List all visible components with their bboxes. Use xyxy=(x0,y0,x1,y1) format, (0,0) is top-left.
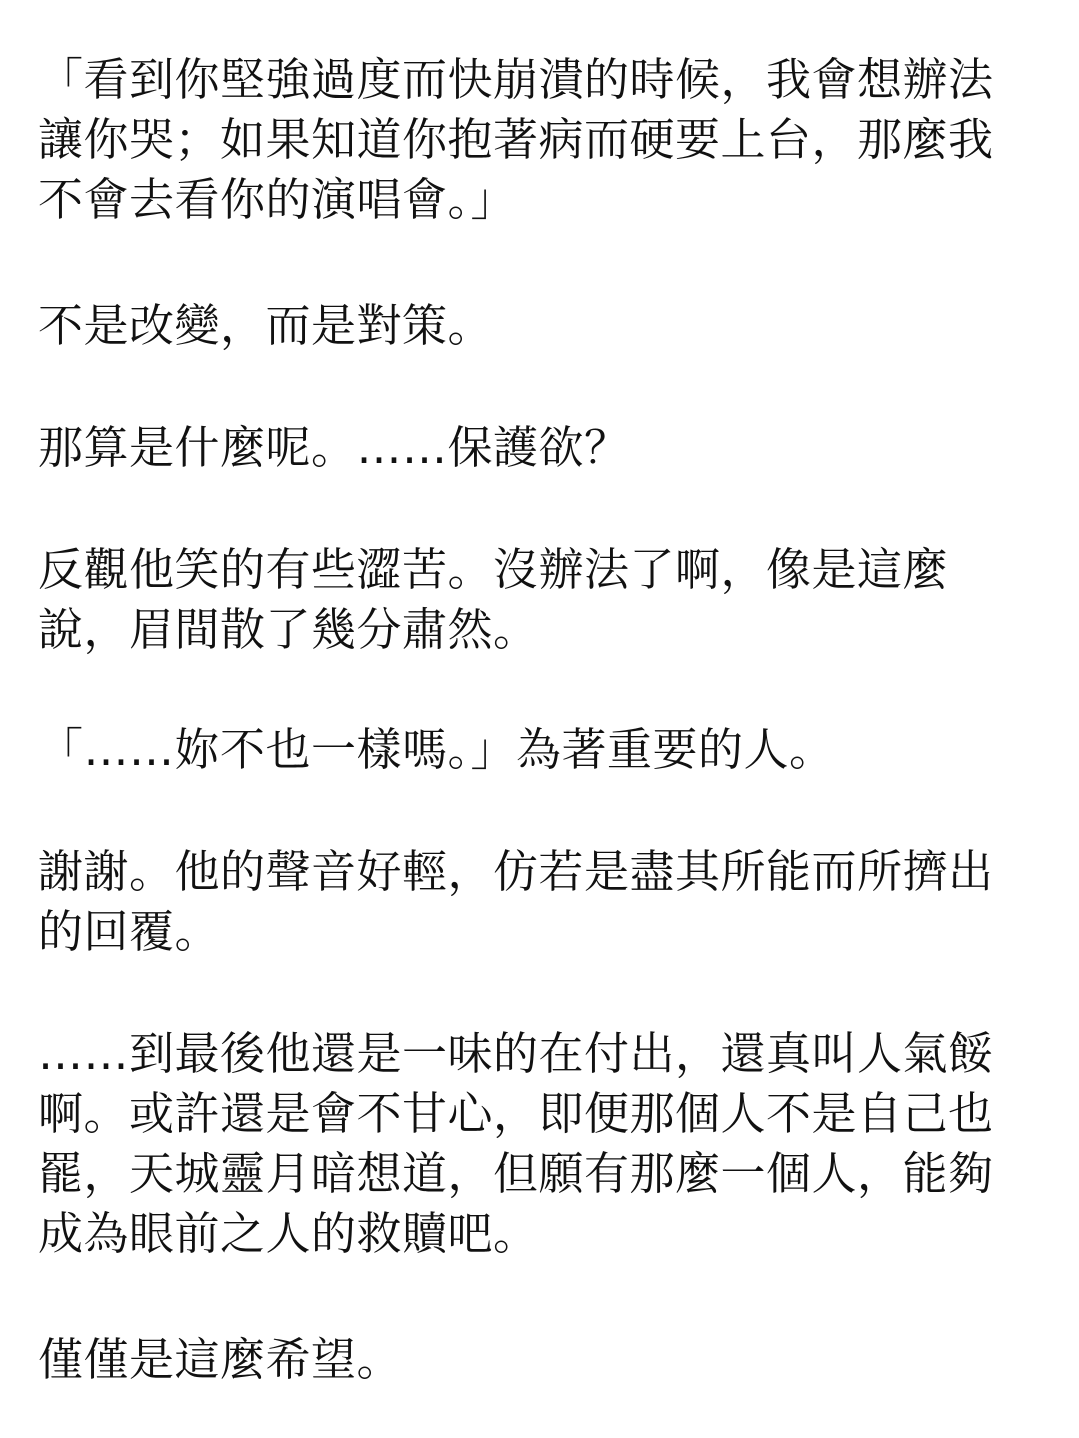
text-line: 啊。或許還是會不甘心，即便那個人不是自己也 xyxy=(38,1087,994,1140)
text-line: 「……妳不也一樣嗎。」為著重要的人。 xyxy=(38,723,835,776)
paragraph-1 xyxy=(38,50,1048,230)
paragraph-2 xyxy=(38,296,1048,356)
paragraph-7 xyxy=(38,1024,1048,1264)
text-line: 那算是什麼呢。……保護欲？ xyxy=(38,421,630,474)
text-line: 的回覆。 xyxy=(38,905,221,958)
text-line: 成為眼前之人的救贖吧。 xyxy=(38,1207,539,1260)
text-line: 罷，天城靈月暗想道，但願有那麼一個人，能夠 xyxy=(38,1147,994,1200)
paragraph-6 xyxy=(38,842,1048,962)
text-line: 反觀他笑的有些澀苦。沒辦法了啊，像是這麼 xyxy=(38,543,949,596)
paragraph-3 xyxy=(38,418,1048,478)
text-line: 讓你哭；如果知道你抱著病而硬要上台，那麼我 xyxy=(38,113,994,166)
text-line: ……到最後他還是一味的在付出，還真叫人氣餒 xyxy=(38,1027,994,1080)
text-line: 說，眉間散了幾分肅然。 xyxy=(38,603,539,656)
text-line: 僅僅是這麼希望。 xyxy=(38,1333,403,1386)
text-line: 不會去看你的演唱會。」 xyxy=(38,173,517,226)
paragraph-5 xyxy=(38,720,1048,780)
text-line: 「看到你堅強過度而快崩潰的時候，我會想辦法 xyxy=(38,53,994,106)
paragraph-8 xyxy=(38,1330,1048,1390)
paragraph-4 xyxy=(38,540,1048,660)
text-line: 不是改變，而是對策。 xyxy=(38,299,494,352)
text-line: 謝謝。他的聲音好輕，仿若是盡其所能而所擠出 xyxy=(38,845,994,898)
